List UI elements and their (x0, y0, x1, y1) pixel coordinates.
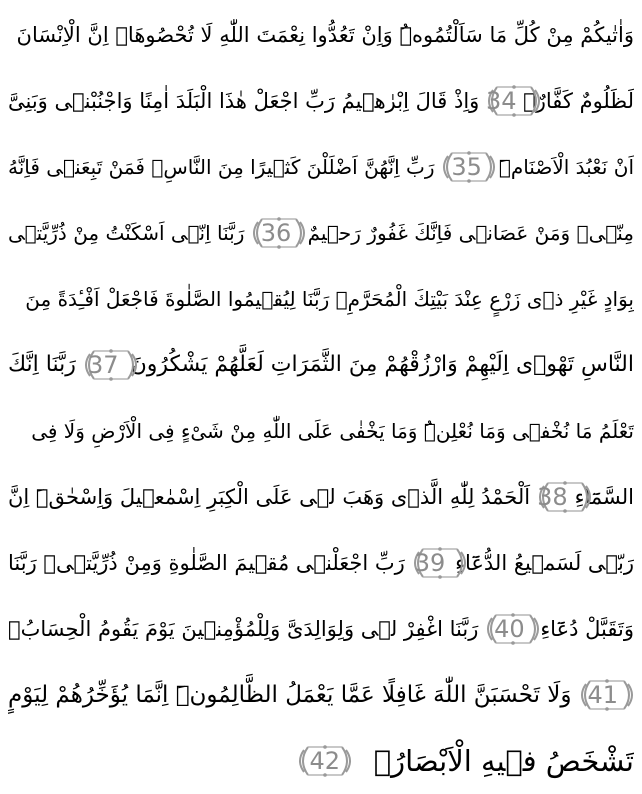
verse-text: النَّاسِ تَهْوٖى اِلَيْهِمْ وَارْزُقْهُمْ مِنَ الثَّمَرَاتِ لَعَلَّهُمْ يَشْكُرُونَ (130, 352, 634, 377)
ayah-marker (482, 612, 536, 646)
verse-text: رَبّٖى لَسَمٖيعُ الدُّعَٓاءِ (455, 551, 634, 575)
verse-text: السَّمَٓاءِ (574, 485, 634, 509)
ayah-number: 42 (309, 747, 341, 775)
ayah-marker (576, 678, 630, 712)
text-line-7 (8, 398, 634, 464)
verse-text: وَلَا تَحْسَبَنَّ اللّٰهَ غَافِلًا عَمَّا يَعْمَلُ الظَّالِمُونَۜ اِنَّمَا يُؤَخِّرُهُمْ لِيَوْمٍ (8, 682, 572, 708)
ayah-number: 38 (537, 483, 568, 511)
text-line-9 (8, 530, 634, 596)
verse-text: رَبِّ اجْعَلْنٖى مُقٖيمَ الصَّلٰوةِ وَمِنْ ذُرِّيَّتٖىۗ رَبَّنَا (8, 551, 405, 575)
text-line-1 (8, 2, 634, 68)
ayah-marker (294, 744, 356, 778)
text-line-8 (8, 464, 634, 530)
ayah-number: 35 (451, 153, 482, 181)
text-line-11 (8, 662, 634, 728)
verse-text: اَنْ نَعْبُدَ الْاَصْنَامَۜ (498, 155, 634, 179)
text-line-6 (8, 332, 634, 398)
verse-text: تَعْلَمُ مَا نُخْفٖى وَمَا نُعْلِنُۜ وَمَا يَخْفٰى عَلَى اللّٰهِ مِنْ شَیْءٍ فِى الْاَرْضِ وَلَا فِى (31, 419, 634, 443)
verse-text: وَتَقَبَّلْ دُعَٓاءِ (540, 617, 634, 641)
ayah-number: 41 (587, 681, 619, 709)
verse-text: لَظَلُومٌ كَفَّارٌ۟ (523, 89, 634, 113)
ayah-number: 39 (414, 549, 446, 577)
text-line-12 (8, 728, 634, 794)
verse-text: رَبَّنَا اِنَّكَ (8, 352, 76, 377)
verse-text: مِنّٖىۚ وَمَنْ عَصَانٖى فَاِنَّكَ غَفُورٌ رَحٖيمٌ (307, 221, 634, 245)
ayah-number: 40 (494, 615, 525, 643)
ayah-marker (483, 84, 519, 118)
text-line-10 (8, 596, 634, 662)
verse-text: وَاٰتٰيكُمْ مِنْ كُلِّ مَا سَاَلْتُمُوهُۜ وَاِنْ تَعُدُّوا نِعْمَتَ اللّٰهِ لَا تُحْصُوهَاۜ اِنَّ الْاِنْسَانَ (16, 23, 634, 47)
verse-text: رَبَّنَا اغْفِرْ لٖى وَلِوَالِدَىَّ وَلِلْمُؤْمِنٖينَ يَوْمَ يَقُومُ الْحِسَابُ۟ (8, 617, 479, 641)
ayah-marker (438, 150, 494, 184)
ayah-marker (80, 348, 127, 382)
verse-text: رَبَّنَا اِنّٖى اَسْكَنْتُ مِنْ ذُرِّيَّتٖى (8, 221, 245, 245)
verse-text: رَبِّ اِنَّهُنَّ اَضْلَلْنَ كَثٖيرًا مِنَ النَّاسِۚ فَمَنْ تَبِعَنٖى فَاِنَّهُ (8, 155, 435, 179)
verse-text: تَشْخَصُ فٖيهِ الْاَبْصَارُۙ (373, 744, 634, 778)
verse-text: اَلْحَمْدُ لِلّٰهِ الَّذٖى وَهَبَ لٖى عَلَى الْكِبَرِ اِسْمٰعٖيلَ وَاِسْحٰقَۜ اِنَّ (8, 485, 531, 509)
text-line-4 (8, 200, 634, 266)
ayah-marker (534, 480, 571, 514)
ayah-number: 37 (87, 351, 119, 379)
ayah-number: 36 (260, 219, 292, 247)
text-line-5 (8, 266, 634, 332)
verse-text: بِوَادٍ غَيْرِ ذٖى زَرْعٍ عِنْدَ بَيْتِكَ الْمُحَرَّمِۙ رَبَّنَا لِيُقٖيمُوا الصَّلٰوةَ فَاجْعَلْ اَفْـِٔدَةً مِنَ (25, 287, 634, 311)
ayah-marker (409, 546, 451, 580)
ayah-marker (248, 216, 303, 250)
text-line-2 (8, 68, 634, 134)
ayah-number: 34 (485, 87, 517, 115)
text-line-3 (8, 134, 634, 200)
verse-text: وَاِذْ قَالَ اِبْرٰهٖيمُ رَبِّ اجْعَلْ هٰذَا الْبَلَدَ اٰمِنًا وَاجْنُبْنٖى وَبَنِىَّ (8, 89, 480, 113)
